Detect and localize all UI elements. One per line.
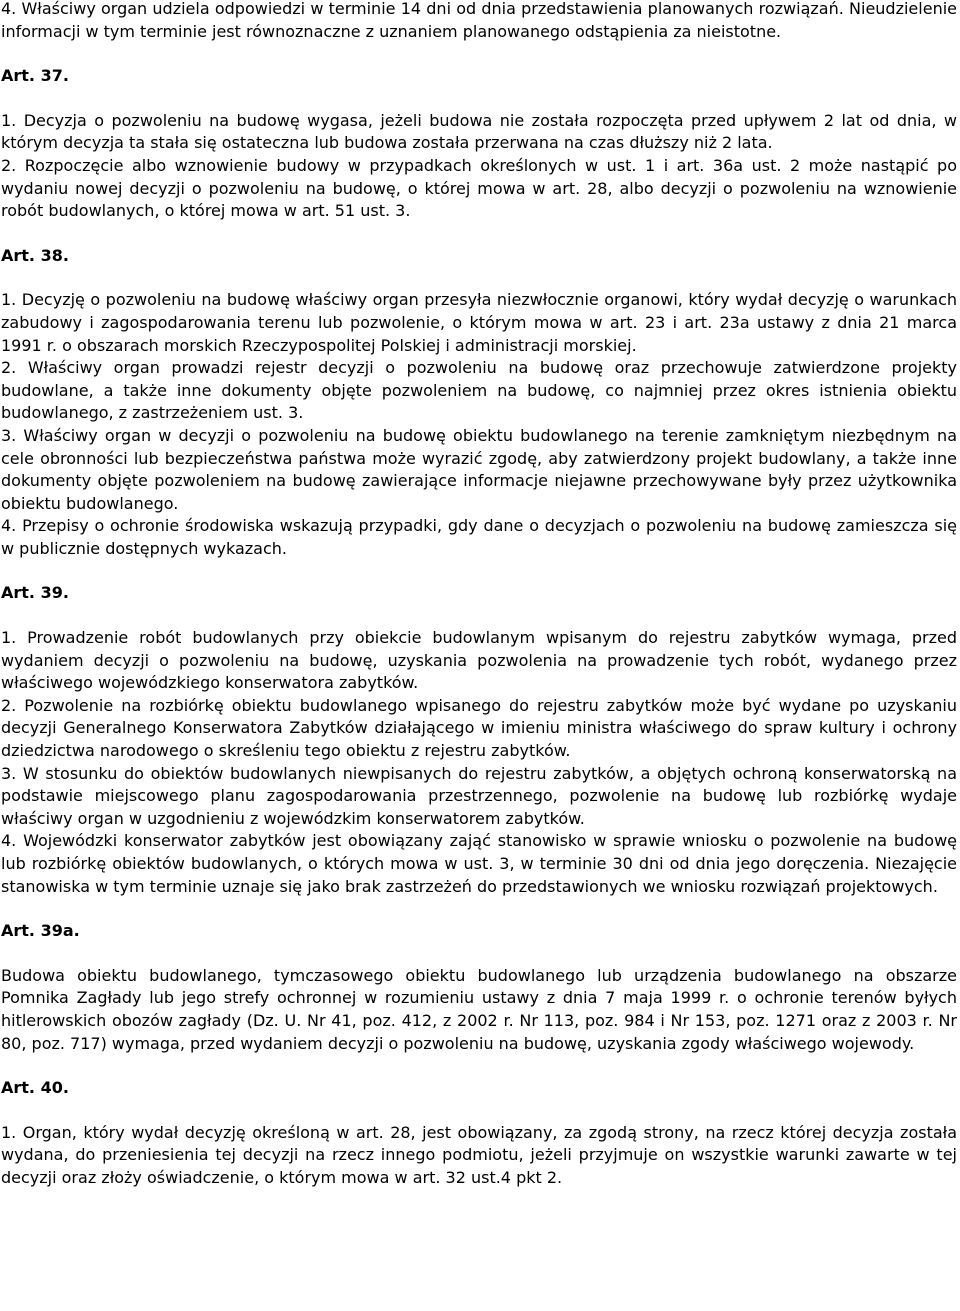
article-heading: Art. 40. xyxy=(1,1078,69,1098)
paragraph: 2. Pozwolenie na rozbiórkę obiektu budowlanego wpisanego do rejestru zabytków może być wydane po uzyskaniu decyzji Generalnego Konserwatora Zabytków działającego w imieniu ministra właściwego do spraw kultury i ochrony dziedzictwa narodowego o skreśleniu tego obiektu z rejestru zabytków. xyxy=(1,695,957,761)
paragraph: 4. Właściwy organ udziela odpowiedzi w terminie 14 dni od dnia przedstawienia planowanych rozwiązań. Nieudzielenie informacji w tym terminie jest równoznaczne z uznaniem planowanego odstąpienia za nieistotne. xyxy=(1,0,957,41)
spacer xyxy=(1,88,957,110)
spacer xyxy=(1,898,957,920)
spacer xyxy=(1,223,957,245)
paragraph: Budowa obiektu budowlanego, tymczasowego obiektu budowlanego lub urządzenia budowlanego na obszarze Pomnika Zagłady lub jego strefy ochronnej w rozumieniu ustawy z dnia 7 maja 1999 r. o ochronie terenów byłych hitlerowskich obozów zagłady (Dz. U. Nr 41, poz. 412, z 2002 r. Nr 113, poz. 984 i Nr 153, poz. 1271 oraz z 2003 r. Nr 80, poz. 717) wymaga, przed wydaniem decyzji o pozwoleniu na budowę, uzyskania zgody właściwego wojewody. xyxy=(1,965,957,1053)
paragraph: 2. Rozpoczęcie albo wznowienie budowy w przypadkach określonych w ust. 1 i art. 36a ust. 2 może nastąpić po wydaniu nowej decyzji o pozwoleniu na budowę, o której mowa w art. 28, albo decyzji o pozwoleniu na wznowienie robót budowlanych, o której mowa w art. 51 ust. 3. xyxy=(1,155,957,221)
paragraph: 1. Prowadzenie robót budowlanych przy obiekcie budowlanym wpisanym do rejestru zabytków wymaga, przed wydaniem decyzji o pozwoleniu na budowę, uzyskania pozwolenia na prowadzenie tych robót, wydanego przez właściwego wojewódzkiego konserwatora zabytków. xyxy=(1,628,957,693)
paragraph: 3. Właściwy organ w decyzji o pozwoleniu na budowę obiektu budowlanego na terenie zamkniętym niezbędnym na cele obronności lub bezpieczeństwa państwa może wyrazić zgodę, aby zatwierdzony projekt budowlany, a także inne dokumenty objęte pozwoleniem na budowę zawierające informacje niejawne przechowywane były przez użytkownika obiektu budowlanego. xyxy=(1,425,957,513)
spacer xyxy=(1,605,957,627)
spacer xyxy=(1,1100,957,1122)
paragraph: 1. Organ, który wydał decyzję określoną w art. 28, jest obowiązany, za zgodą strony, na rzecz której decyzja została wydana, do przeniesienia tej decyzji na rzecz innego podmiotu, jeżeli przyjmuje on wszystkie warunki zawarte w tej decyzji oraz złoży oświadczenie, o którym mowa w art. 32 ust.4 pkt 2. xyxy=(1,1122,957,1187)
paragraph: 2. Właściwy organ prowadzi rejestr decyzji o pozwoleniu na budowę oraz przechowuje zatwierdzone projekty budowlane, a także inne dokumenty objęte pozwoleniem na budowę, co najmniej przez okres istnienia obiektu budowlanego, z zastrzeżeniem ust. 3. xyxy=(1,358,957,423)
paragraph: 1. Decyzję o pozwoleniu na budowę właściwy organ przesyła niezwłocznie organowi, który wydał decyzję o warunkach zabudowy i zagospodarowania terenu lub pozwolenie, o którym mowa w art. 23 i art. 23a ustawy z dnia 21 marca 1991 r. o obszarach morskich Rzeczypospolitej Polskiej i administracji morskiej. xyxy=(1,290,957,355)
spacer xyxy=(1,560,957,582)
spacer xyxy=(1,43,957,65)
paragraph: 3. W stosunku do obiektów budowlanych niewpisanych do rejestru zabytków, a objętych ochroną konserwatorską na podstawie miejscowego planu zagospodarowania przestrzennego, pozwolenie na budowę lub rozbiórkę wydaje właściwy organ w uzgodnieniu z wojewódzkim konserwatorem zabytków. xyxy=(1,763,957,828)
spacer xyxy=(1,267,957,289)
article-heading: Art. 37. xyxy=(1,66,69,86)
article-heading: Art. 39a. xyxy=(1,921,80,941)
paragraph: 4. Przepisy o ochronie środowiska wskazują przypadki, gdy dane o decyzjach o pozwoleniu na budowę zamieszcza się w publicznie dostępnych wykazach. xyxy=(1,516,957,558)
paragraph: 4. Wojewódzki konserwator zabytków jest obowiązany zająć stanowisko w sprawie wniosku o pozwolenie na budowę lub rozbiórkę obiektów budowlanych, o których mowa w ust. 3, w terminie 30 dni od dnia jego doręczenia. Niezajęcie stanowiska w tym terminie uznaje się jako brak zastrzeżeń do przedstawionych we wniosku rozwiązań projektowych. xyxy=(1,831,957,896)
spacer xyxy=(1,943,957,965)
spacer xyxy=(1,1055,957,1077)
article-heading: Art. 39. xyxy=(1,583,69,603)
article-heading: Art. 38. xyxy=(1,245,69,265)
paragraph: 1. Decyzja o pozwoleniu na budowę wygasa, jeżeli budowa nie została rozpoczęta przed upływem 2 lat od dnia, w którym decyzja ta stała się ostateczna lub budowa została przerwana na czas dłuższy niż 2 lata. xyxy=(1,110,957,153)
